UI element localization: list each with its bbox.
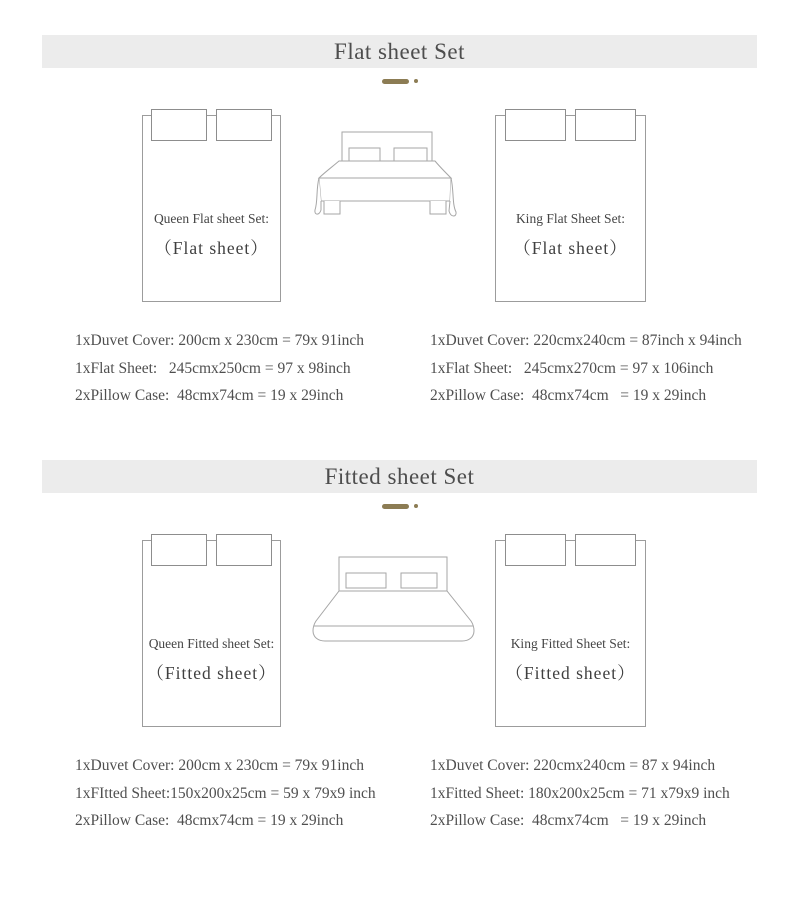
flat-sheet-section [0, 35, 800, 455]
pillow-icon [151, 534, 207, 566]
queen-flat-sheet-diagram [142, 115, 281, 302]
pillow-icon [216, 534, 272, 566]
king-flat-measurements [430, 327, 742, 410]
spec-line: 2xPillow Case: 48cmx74cm = 19 x 29inch [430, 387, 707, 404]
queen-fitted-sheet-diagram [142, 540, 281, 727]
pillow-icon [505, 534, 566, 566]
pillow-icon [216, 109, 272, 141]
fitted-sheet-section [0, 460, 800, 880]
flat-sheet-bed-icon [312, 125, 484, 225]
diagram-sublabel: （Flat sheet） [154, 238, 269, 258]
pillow-icon [575, 109, 636, 141]
spec-line: 1xDuvet Cover: 220cmx240cm = 87 x 94inch [430, 757, 716, 774]
pillow-icon [505, 109, 566, 141]
king-flat-sheet-diagram [495, 115, 646, 302]
section-title-banner [42, 35, 757, 68]
diagram-sublabel: （Fitted sheet） [146, 663, 277, 683]
spec-line: 1xDuvet Cover: 220cmx240cm = 87inch x 94inch [430, 332, 742, 349]
diagram-label: Queen Flat sheet Set: [153, 211, 270, 226]
spec-line: 2xPillow Case: 48cmx74cm = 19 x 29inch [430, 812, 707, 829]
pillow-icon [151, 109, 207, 141]
divider-bar-icon [382, 504, 409, 509]
spec-line: 1xFItted Sheet:150x200x25cm = 59 x 79x9 inch [75, 784, 376, 802]
divider-ornament [0, 76, 800, 86]
diagram-sublabel: （Flat sheet） [513, 238, 628, 258]
spec-line: 1xFitted Sheet: 180x200x25cm = 71 x79x9 inch [430, 784, 730, 802]
divider-bar-icon [382, 79, 409, 84]
section-title: Flat sheet Set [334, 38, 465, 64]
diagram-label: King Fitted Sheet Set: [510, 636, 631, 651]
diagram-label: King Flat Sheet Set: [515, 211, 626, 226]
spec-line: 2xPillow Case: 48cmx74cm = 19 x 29inch [75, 387, 344, 404]
king-fitted-sheet-diagram [495, 540, 646, 727]
spec-line: 2xPillow Case: 48cmx74cm = 19 x 29inch [75, 812, 344, 829]
queen-flat-measurements [75, 327, 364, 410]
diagram-sublabel: （Fitted sheet） [505, 663, 636, 683]
pillow-icon [575, 534, 636, 566]
divider-dot-icon [414, 504, 418, 508]
section-title: Fitted sheet Set [324, 463, 475, 489]
spec-line: 1xDuvet Cover: 200cm x 230cm = 79x 91inch [75, 757, 364, 774]
divider-ornament [0, 501, 800, 511]
spec-line: 1xFlat Sheet: 245cmx270cm = 97 x 106inch [430, 359, 714, 377]
king-fitted-measurements [430, 752, 730, 835]
diagram-label: Queen Fitted sheet Set: [148, 636, 275, 651]
divider-dot-icon [414, 79, 418, 83]
fitted-sheet-bed-icon [312, 550, 484, 650]
section-title-banner [42, 460, 757, 493]
spec-line: 1xFlat Sheet: 245cmx250cm = 97 x 98inch [75, 359, 351, 377]
spec-line: 1xDuvet Cover: 200cm x 230cm = 79x 91inch [75, 332, 364, 349]
queen-fitted-measurements [75, 752, 376, 835]
